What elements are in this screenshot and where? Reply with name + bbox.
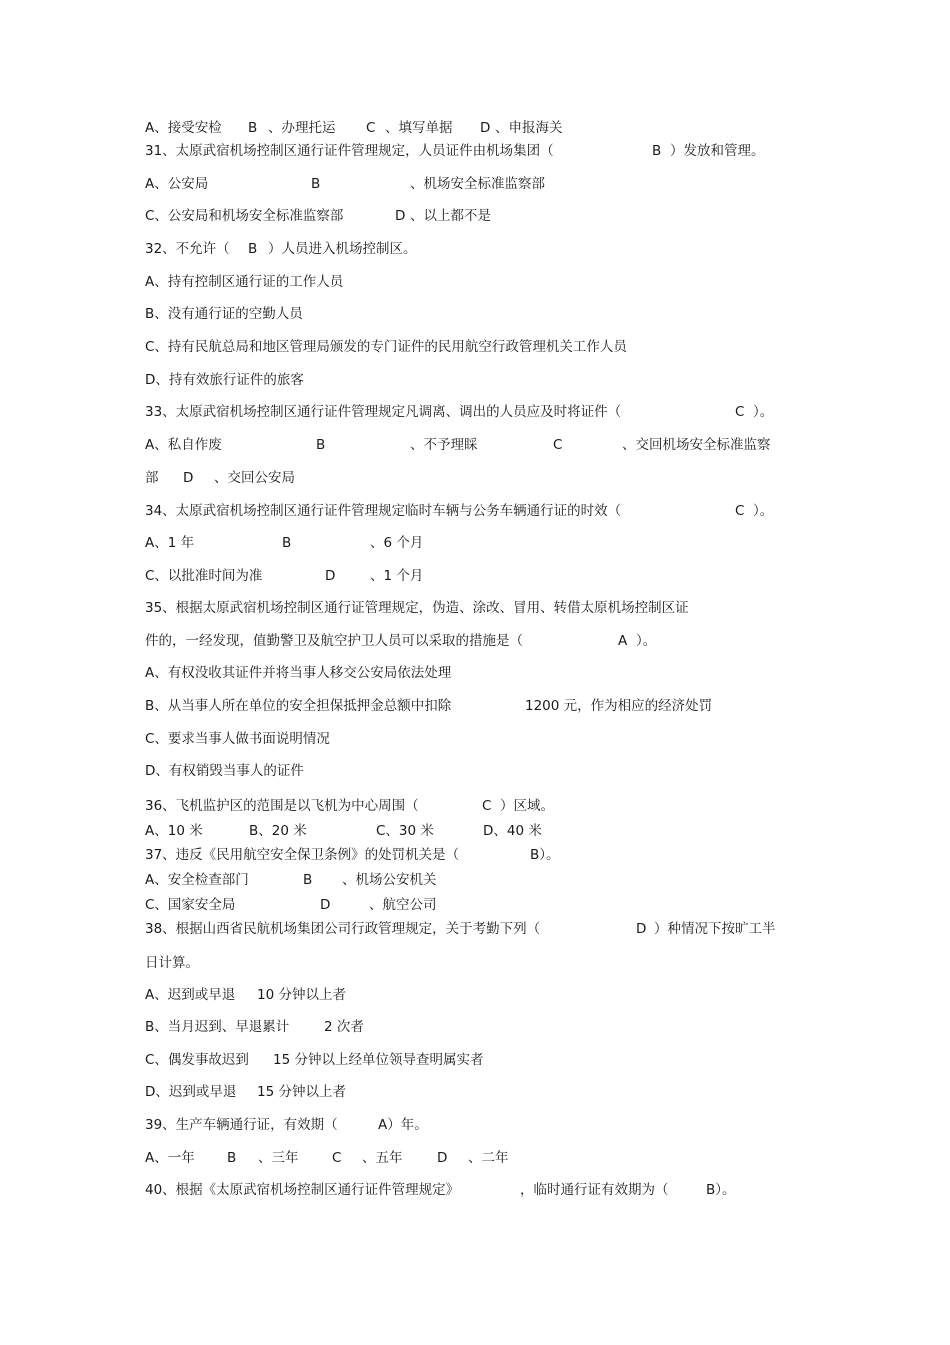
text-segment: 、交回机场安全标准监察 xyxy=(622,437,771,453)
text-segment: 1200 元，作为相应的经济处罚 xyxy=(525,698,713,714)
text-segment: A、有权没收其证件并将当事人移交公安局依法处理 xyxy=(145,665,452,681)
text-segment: D、持有效旅行证件的旅客 xyxy=(145,372,304,388)
text-segment: C、持有民航总局和地区管理局颁发的专门证件的民用航空行政管理机关工作人员 xyxy=(145,339,627,355)
text-segment: B）。 xyxy=(706,1182,736,1198)
text-segment: B）。 xyxy=(530,847,560,863)
text-segment: B、没有通行证的空勤人员 xyxy=(145,306,303,322)
text-segment: A、私自作废 xyxy=(145,437,222,453)
text-segment: ）人员进入机场控制区。 xyxy=(268,241,417,257)
text-segment: C、公安局和机场安全标准监察部 xyxy=(145,208,344,224)
text-segment: 40、根据《太原武宿机场控制区通行证件管理规定》 xyxy=(145,1182,460,1198)
text-segment: 、交回公安局 xyxy=(214,470,295,486)
text-segment: A、1 年 xyxy=(145,535,195,551)
text-segment: 15 分钟以上者 xyxy=(257,1084,346,1100)
text-segment: ）。 xyxy=(636,633,657,649)
text-segment: D xyxy=(480,120,491,136)
text-segment: B xyxy=(282,535,292,551)
text-segment: 15 分钟以上经单位领导查明属实者 xyxy=(273,1052,484,1068)
text-segment: ）发放和管理。 xyxy=(670,143,765,159)
text-segment: A、迟到或早退 xyxy=(145,987,236,1003)
text-segment: 10 分钟以上者 xyxy=(257,987,346,1003)
text-segment: B xyxy=(303,872,313,888)
text-segment: A、10 米 xyxy=(145,823,203,839)
text-segment: 、机场安全标准监察部 xyxy=(410,176,545,192)
text-segment: 部 xyxy=(145,470,159,486)
text-segment: B、从当事人所在单位的安全担保抵押金总额中扣除 xyxy=(145,698,452,714)
text-segment: 34、太原武宿机场控制区通行证件管理规定临时车辆与公务车辆通行证的时效（ xyxy=(145,503,622,519)
text-segment: 37、违反《民用航空安全保卫条例》的处罚机关是（ xyxy=(145,847,460,863)
text-segment: B xyxy=(227,1150,237,1166)
text-segment: D、40 米 xyxy=(483,823,542,839)
text-segment: C xyxy=(553,437,563,453)
text-segment: C xyxy=(735,503,745,519)
text-segment: 件的，一经发现，值勤警卫及航空护卫人员可以采取的措施是（ xyxy=(145,633,523,649)
text-segment: ）区域。 xyxy=(500,798,554,814)
text-segment: D xyxy=(437,1150,448,1166)
text-segment: 、1 个月 xyxy=(370,568,424,584)
text-segment: A、安全检查部门 xyxy=(145,872,249,888)
text-segment: ）。 xyxy=(753,503,774,519)
text-segment: 、三年 xyxy=(258,1150,299,1166)
text-segment: 、6 个月 xyxy=(370,535,424,551)
text-segment: 32、不允许（ xyxy=(145,241,230,257)
text-segment: 、二年 xyxy=(468,1150,509,1166)
text-segment: 日计算。 xyxy=(145,955,199,971)
text-segment: ）。 xyxy=(753,404,774,420)
text-segment: ，临时通行证有效期为（ xyxy=(520,1182,669,1198)
text-segment: C、偶发事故迟到 xyxy=(145,1052,249,1068)
text-segment: B、当月迟到、早退累计 xyxy=(145,1019,290,1035)
text-segment: 、申报海关 xyxy=(495,120,563,136)
text-segment: D、有权销毁当事人的证件 xyxy=(145,763,304,779)
text-segment: A、公安局 xyxy=(145,176,209,192)
text-segment: 、以上都不是 xyxy=(410,208,491,224)
text-segment: C、以批准时间为准 xyxy=(145,568,263,584)
text-segment: D xyxy=(325,568,336,584)
text-segment: A、持有控制区通行证的工作人员 xyxy=(145,274,344,290)
text-segment: A、接受安检 xyxy=(145,120,222,136)
text-segment: C xyxy=(735,404,745,420)
text-segment: D、迟到或早退 xyxy=(145,1084,237,1100)
text-segment: 39、生产车辆通行证，有效期（ xyxy=(145,1117,338,1133)
text-segment: D xyxy=(320,897,331,913)
text-segment: 、办理托运 xyxy=(268,120,336,136)
text-segment: 、五年 xyxy=(362,1150,403,1166)
text-segment: C xyxy=(332,1150,342,1166)
text-segment: C xyxy=(366,120,376,136)
text-segment: B xyxy=(316,437,326,453)
text-segment: 、航空公司 xyxy=(369,897,437,913)
text-segment: B xyxy=(248,120,258,136)
text-segment: B xyxy=(311,176,321,192)
text-segment: A xyxy=(618,633,628,649)
text-segment: A）年。 xyxy=(378,1117,428,1133)
text-segment: C、要求当事人做书面说明情况 xyxy=(145,731,330,747)
text-segment: C xyxy=(482,798,492,814)
text-segment: D xyxy=(395,208,406,224)
text-segment: A、一年 xyxy=(145,1150,195,1166)
text-segment: 、填写单据 xyxy=(385,120,453,136)
text-segment: 36、飞机监护区的范围是以飞机为中心周围（ xyxy=(145,798,419,814)
text-segment: 2 次者 xyxy=(324,1019,364,1035)
text-segment: 33、太原武宿机场控制区通行证件管理规定凡调离、调出的人员应及时将证件（ xyxy=(145,404,622,420)
text-segment: C、国家安全局 xyxy=(145,897,236,913)
text-segment: ）种情况下按旷工半 xyxy=(654,921,776,937)
text-segment: 31、太原武宿机场控制区通行证件管理规定，人员证件由机场集团（ xyxy=(145,143,554,159)
text-segment: 35、根据太原武宿机场控制区通行证管理规定，伪造、涂改、冒用、转借太原机场控制区证 xyxy=(145,600,689,616)
text-segment: C、30 米 xyxy=(376,823,434,839)
text-segment: B xyxy=(248,241,258,257)
text-segment: D xyxy=(183,470,194,486)
text-segment: B xyxy=(652,143,662,159)
text-segment: B、20 米 xyxy=(249,823,307,839)
text-segment: 38、根据山西省民航机场集团公司行政管理规定，关于考勤下列（ xyxy=(145,921,541,937)
text-segment: 、不予理睬 xyxy=(410,437,478,453)
text-segment: 、机场公安机关 xyxy=(342,872,437,888)
text-segment: D xyxy=(636,921,647,937)
